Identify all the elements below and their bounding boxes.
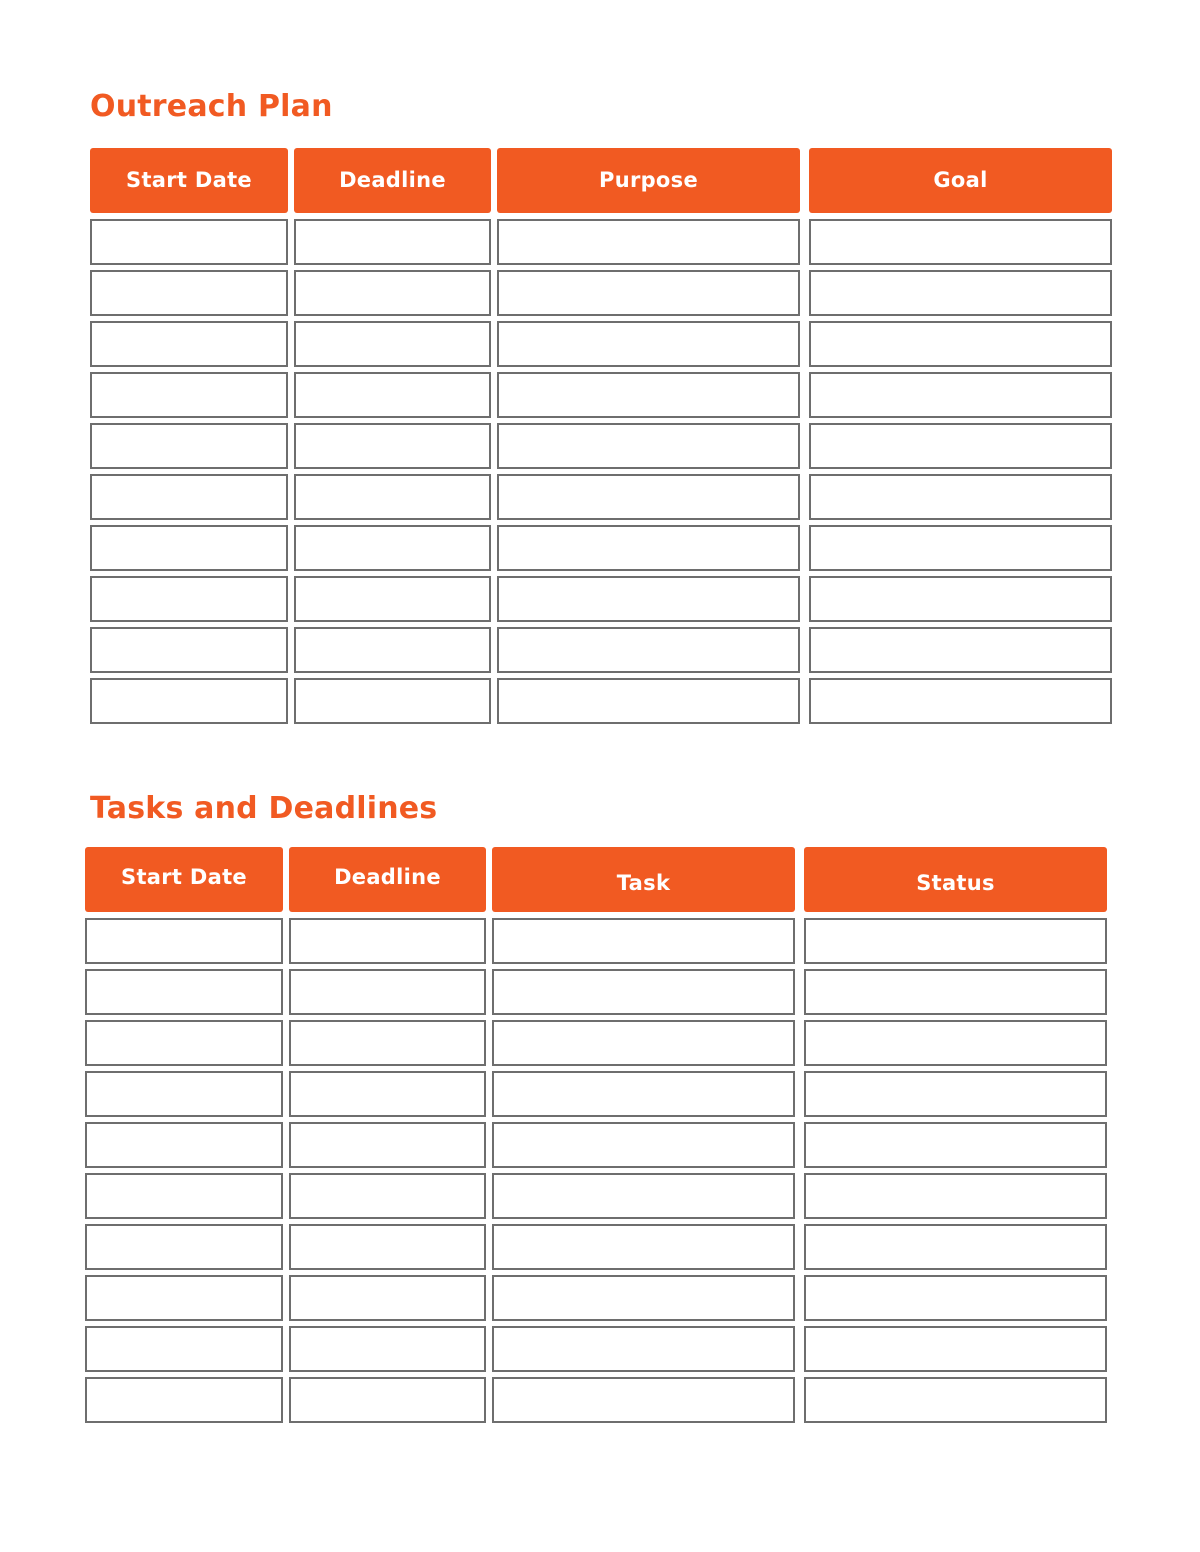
table-cell[interactable]: [492, 1377, 795, 1423]
table-cell[interactable]: [804, 1020, 1107, 1066]
table-row: [85, 1275, 1107, 1321]
table-cell[interactable]: [809, 321, 1112, 367]
table-cell[interactable]: [85, 1173, 283, 1219]
table-cell[interactable]: [90, 423, 288, 469]
table-row: [85, 1173, 1107, 1219]
table-cell[interactable]: [809, 627, 1112, 673]
table-cell[interactable]: [294, 270, 491, 316]
table-cell[interactable]: [289, 1326, 486, 1372]
table-cell[interactable]: [809, 474, 1112, 520]
table-cell[interactable]: [804, 1173, 1107, 1219]
table-row: [85, 1377, 1107, 1423]
outreach-plan-title: Outreach Plan: [90, 89, 333, 124]
table-row: [90, 627, 1112, 673]
table-cell[interactable]: [294, 525, 491, 571]
table-cell[interactable]: [85, 1020, 283, 1066]
table-cell[interactable]: [497, 627, 800, 673]
outreach-plan-table: [90, 148, 1112, 724]
table-cell[interactable]: [289, 1173, 486, 1219]
table-row: [90, 525, 1112, 571]
table-cell[interactable]: [289, 1275, 486, 1321]
column-header-goal: Goal: [809, 148, 1112, 213]
table-cell[interactable]: [497, 219, 800, 265]
table-cell[interactable]: [492, 1224, 795, 1270]
table-row: [90, 423, 1112, 469]
table-cell[interactable]: [90, 270, 288, 316]
table-row: [85, 1224, 1107, 1270]
table-cell[interactable]: [804, 1071, 1107, 1117]
table-row: [85, 1326, 1107, 1372]
table-cell[interactable]: [289, 1224, 486, 1270]
table-cell[interactable]: [497, 423, 800, 469]
table-cell[interactable]: [294, 219, 491, 265]
table-cell[interactable]: [294, 627, 491, 673]
table-cell[interactable]: [492, 1020, 795, 1066]
table-cell[interactable]: [497, 678, 800, 724]
table-row: [90, 678, 1112, 724]
table-cell[interactable]: [804, 1122, 1107, 1168]
table-cell[interactable]: [492, 1173, 795, 1219]
column-header-task: Task: [492, 847, 795, 912]
table-row: [90, 576, 1112, 622]
table-row: [90, 219, 1112, 265]
outreach-plan-header-row: [90, 148, 1112, 213]
table-cell[interactable]: [289, 1071, 486, 1117]
table-cell[interactable]: [492, 1326, 795, 1372]
table-cell[interactable]: [294, 678, 491, 724]
table-cell[interactable]: [294, 423, 491, 469]
table-cell[interactable]: [804, 1275, 1107, 1321]
table-row: [85, 1122, 1107, 1168]
table-cell[interactable]: [90, 474, 288, 520]
column-header-deadline: Deadline: [294, 148, 491, 213]
table-cell[interactable]: [492, 918, 795, 964]
table-cell[interactable]: [85, 1122, 283, 1168]
table-cell[interactable]: [497, 372, 800, 418]
table-row: [90, 321, 1112, 367]
table-cell[interactable]: [289, 969, 486, 1015]
table-row: [85, 969, 1107, 1015]
table-cell[interactable]: [497, 525, 800, 571]
table-cell[interactable]: [492, 969, 795, 1015]
table-cell[interactable]: [492, 1122, 795, 1168]
table-cell[interactable]: [809, 219, 1112, 265]
table-cell[interactable]: [85, 1326, 283, 1372]
table-row: [85, 1020, 1107, 1066]
table-row: [85, 918, 1107, 964]
table-cell[interactable]: [85, 918, 283, 964]
tasks-and-deadlines-title: Tasks and Deadlines: [90, 791, 438, 826]
table-cell[interactable]: [809, 270, 1112, 316]
table-row: [90, 270, 1112, 316]
tasks-and-deadlines-header-row: [85, 847, 1107, 912]
table-row: [90, 372, 1112, 418]
column-header-start-date: Start Date: [85, 847, 283, 912]
table-cell[interactable]: [90, 372, 288, 418]
table-cell[interactable]: [809, 525, 1112, 571]
table-cell[interactable]: [289, 1377, 486, 1423]
table-cell[interactable]: [492, 1275, 795, 1321]
table-cell[interactable]: [90, 525, 288, 571]
table-cell[interactable]: [804, 1224, 1107, 1270]
table-cell[interactable]: [497, 576, 800, 622]
table-cell[interactable]: [85, 969, 283, 1015]
table-cell[interactable]: [289, 918, 486, 964]
table-cell[interactable]: [289, 1020, 486, 1066]
tasks-and-deadlines-table: [85, 847, 1107, 1423]
table-cell[interactable]: [90, 627, 288, 673]
table-cell[interactable]: [294, 321, 491, 367]
column-header-start-date: Start Date: [90, 148, 288, 213]
table-cell[interactable]: [294, 474, 491, 520]
column-header-deadline: Deadline: [289, 847, 486, 912]
table-cell[interactable]: [804, 918, 1107, 964]
table-cell[interactable]: [294, 576, 491, 622]
table-cell[interactable]: [809, 576, 1112, 622]
table-row: [90, 474, 1112, 520]
table-cell[interactable]: [809, 372, 1112, 418]
table-row: [85, 1071, 1107, 1117]
table-cell[interactable]: [804, 1326, 1107, 1372]
table-cell[interactable]: [85, 1377, 283, 1423]
table-cell[interactable]: [497, 321, 800, 367]
table-cell[interactable]: [497, 270, 800, 316]
column-header-purpose: Purpose: [497, 148, 800, 213]
table-cell[interactable]: [90, 219, 288, 265]
table-cell[interactable]: [85, 1071, 283, 1117]
column-header-status: Status: [804, 847, 1107, 912]
table-cell[interactable]: [85, 1224, 283, 1270]
table-cell[interactable]: [85, 1275, 283, 1321]
table-cell[interactable]: [804, 969, 1107, 1015]
table-cell[interactable]: [809, 423, 1112, 469]
table-cell[interactable]: [497, 474, 800, 520]
table-cell[interactable]: [492, 1071, 795, 1117]
table-cell[interactable]: [90, 576, 288, 622]
table-cell[interactable]: [90, 678, 288, 724]
table-cell[interactable]: [809, 678, 1112, 724]
table-cell[interactable]: [804, 1377, 1107, 1423]
table-cell[interactable]: [90, 321, 288, 367]
table-cell[interactable]: [294, 372, 491, 418]
table-cell[interactable]: [289, 1122, 486, 1168]
